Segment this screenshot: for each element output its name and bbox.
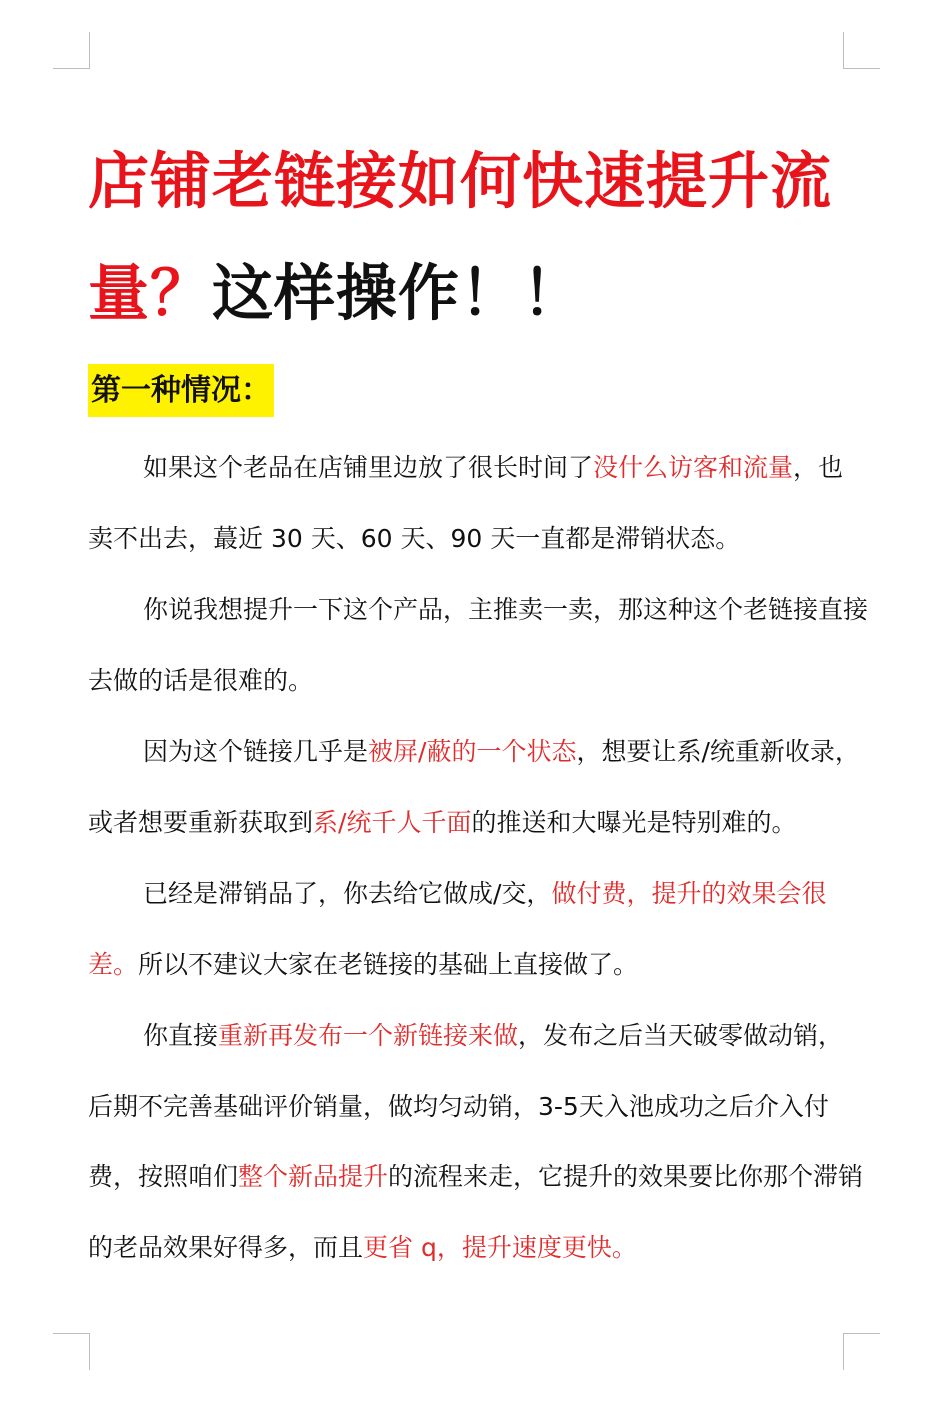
paragraph-1-highlight-1: 没什么访客和流量 bbox=[593, 453, 794, 482]
paragraph-3-text-1: 因为这个链接几乎是 bbox=[143, 737, 369, 766]
document-title bbox=[88, 126, 868, 350]
paragraph-1 bbox=[88, 433, 868, 574]
title-black-part: 这样操作！！ bbox=[212, 258, 585, 329]
paragraph-5-highlight-2: 整个新品提升 bbox=[238, 1162, 389, 1191]
paragraph-5-highlight-1: 重新再发布一个新链接来做 bbox=[218, 1021, 519, 1050]
paragraph-4-highlight-1: 做付费，提升的效果会很差。 bbox=[88, 879, 827, 979]
title-red-part: 店铺老链接如何快速提升流量？ bbox=[88, 146, 833, 329]
page-corner-mark-top-left bbox=[53, 32, 90, 69]
paragraph-5 bbox=[88, 1001, 868, 1283]
paragraph-3-highlight-2: 系/统千人千面 bbox=[313, 807, 472, 837]
paragraph-5-text-1: 你直接 bbox=[143, 1021, 219, 1050]
paragraph-5-highlight-3: 更省 q，提升速度更快。 bbox=[363, 1232, 637, 1262]
paragraph-1-text-1: 如果这个老品在店铺里边放了很长时间了 bbox=[143, 453, 594, 482]
paragraph-4-text-1: 已经是滞销品了，你去给它做成/交， bbox=[143, 879, 552, 908]
paragraph-4 bbox=[88, 859, 868, 1000]
paragraph-3 bbox=[88, 717, 868, 858]
paragraph-3-highlight-1: 被屏/蔽的一个状态 bbox=[368, 737, 577, 766]
paragraph-4-text-2: 所以不建议大家在老链接的基础上直接做了。 bbox=[138, 949, 639, 979]
paragraph-5-text-2: ，发布之后当天破零做动销，后期不完善基础评价销量，做均匀动销，3-5天入池成功之后介入付费，按照咱们 bbox=[88, 1021, 844, 1191]
paragraph-3-text-3: 的推送和大曝光是特别难的。 bbox=[471, 807, 797, 837]
page-corner-mark-bottom-right bbox=[843, 1333, 880, 1370]
document-body bbox=[88, 433, 868, 1284]
paragraph-5-text-3: 的流程来走，它提升的效果要比你那个滞销的老品效果好得多，而且 bbox=[88, 1162, 864, 1262]
paragraph-1-text-2: ，也卖不出去，蕞近 30 天、60 天、90 天一直都是滞销状态。 bbox=[88, 453, 844, 553]
section-heading: 第一种情况： bbox=[88, 364, 274, 417]
page-corner-mark-bottom-left bbox=[53, 1333, 90, 1370]
paragraph-2 bbox=[88, 575, 868, 716]
paragraph-2-text-1: 你说我想提升一下这个产品，主推卖一卖，那这种这个老链接直接去做的话是很难的。 bbox=[88, 595, 869, 695]
paragraph-3-text-2: ，想要让系/统重新收录，或者想要重新获取到 bbox=[88, 737, 860, 837]
page-corner-mark-top-right bbox=[843, 32, 880, 69]
